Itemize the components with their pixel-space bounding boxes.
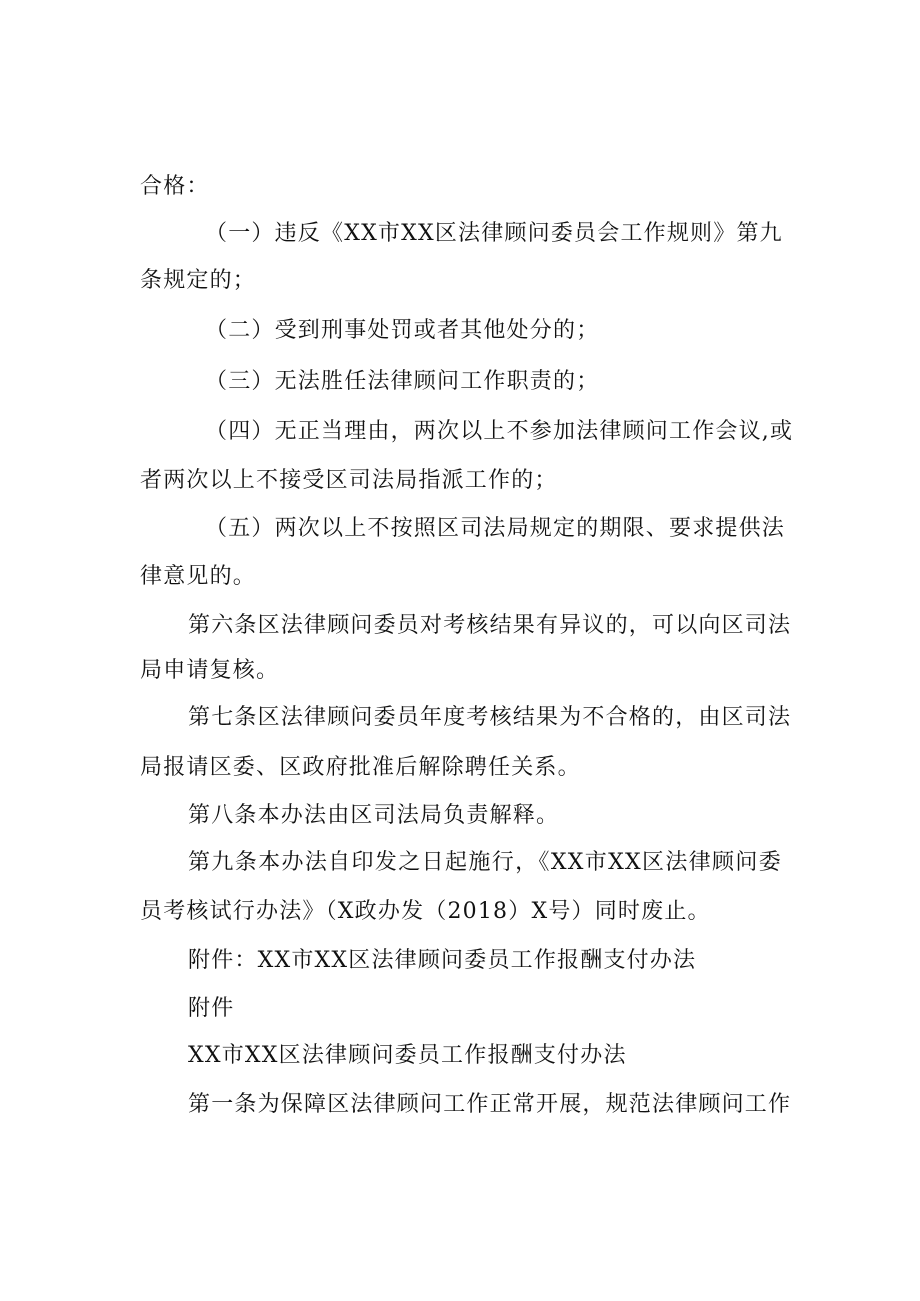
text-line: 附件 bbox=[188, 996, 235, 1021]
text-line: 第一条为保障区法律顾问工作正常开展，规范法律顾问工作 bbox=[188, 1092, 792, 1117]
text-line: 第九条本办法自印发之日起施行，《XX市XX区法律顾问委 bbox=[188, 850, 782, 875]
text-line: 第七条区法律顾问委员年度考核结果为不合格的，由区司法 bbox=[188, 705, 792, 730]
text-line: 局报请区委、区政府批准后解除聘任关系。 bbox=[140, 755, 581, 780]
text-line: （五）两次以上不按照区司法局规定的期限、要求提供法 bbox=[205, 516, 786, 541]
text-line: （一）违反《XX市XX区法律顾问委员会工作规则》第九 bbox=[205, 221, 783, 246]
text-line: XX市XX区法律顾问委员工作报酬支付办法 bbox=[188, 1043, 627, 1068]
text-line: （四）无正当理由，两次以上不参加法律顾问工作会议,或 bbox=[205, 419, 794, 444]
text-line: 条规定的； bbox=[140, 268, 257, 293]
text-line: 局申请复核。 bbox=[140, 658, 280, 683]
text-line: 者两次以上不接受区司法局指派工作的； bbox=[140, 468, 558, 493]
text-line: 员考核试行办法》（X政办发（2018）X号）同时废止。 bbox=[140, 899, 711, 924]
text-line: 第八条本办法由区司法局负责解释。 bbox=[188, 803, 560, 828]
text-line: （三）无法胜任法律顾问工作职责的； bbox=[205, 369, 600, 394]
text-line: 合格： bbox=[140, 174, 210, 199]
text-line: 律意见的。 bbox=[140, 564, 257, 589]
text-line: （二）受到刑事处罚或者其他处分的； bbox=[205, 318, 600, 343]
text-line: 第六条区法律顾问委员对考核结果有异议的，可以向区司法 bbox=[188, 613, 792, 638]
text-line: 附件：XX市XX区法律顾问委员工作报酬支付办法 bbox=[188, 948, 697, 973]
